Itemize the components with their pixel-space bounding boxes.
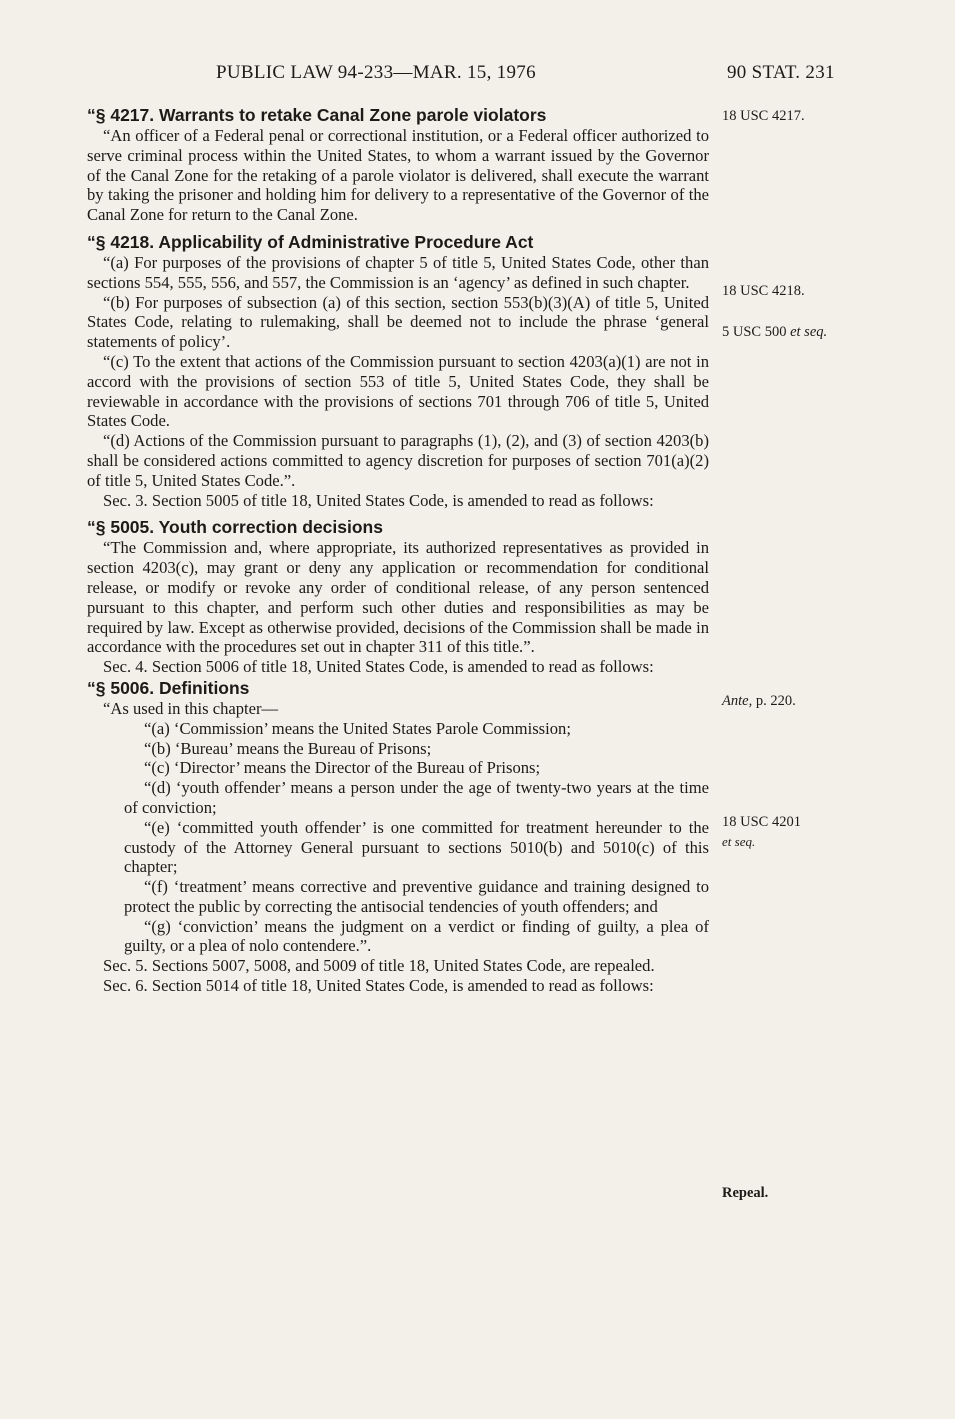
section-4218-subsection-d: “(d) Actions of the Commission pursuant to paragraphs (1), (2), and (3) of section 4203(b) shall be considered actions committed to agency discretion for purposes of section 701(a)(2) of title 5, United States Code.”. [87,431,709,490]
sec-4-paragraph: Sec. 4. Section 5006 of title 18, United States Code, is amended to read as follows: [103,657,654,677]
definition-b: “(b) ‘Bureau’ means the Bureau of Prisons; [144,738,432,758]
margin-note-18-usc-4217: 18 USC 4217. [722,108,805,124]
margin-note-ante-word: Ante, [722,693,753,709]
section-5006-heading: “§ 5006. Definitions [87,677,250,698]
section-4218-subsection-a: “(a) For purposes of the provisions of chapter 5 of title 5, United States Code, other than sections 554, 555, 556, and 557, the Commission is an ‘agency’ as defined in such chapter. [87,252,709,292]
margin-note-18-usc-4201 [722,812,801,852]
margin-note-ante [722,693,796,710]
margin-note-repeal: Repeal. [722,1185,769,1201]
body-text [87,104,709,996]
sec-3-paragraph: Sec. 3. Section 5005 of title 18, United States Code, is amended to read as follows: [103,490,654,510]
definition-f: “(f) ‘treatment’ means corrective and preventive guidance and training designed to protect the public by correcting the antisocial tendencies of youth offenders; and [124,877,709,916]
margin-note-et-seq: et seq. [790,324,828,340]
page-header [0,62,955,88]
definitions-list [124,719,709,957]
section-5006-intro: “As used in this chapter— [103,698,279,718]
section-5005-heading: “§ 5005. Youth correction decisions [87,517,383,538]
section-4218-heading: “§ 4218. Applicability of Administrative Procedure Act [87,231,534,252]
section-4218-subsection-b: “(b) For purposes of subsection (a) of this section, section 553(b)(3)(A) of title 5, United States Code, relating to rulemaking, shall be deemed not to include the phrase ‘general statements of policy’. [87,292,709,352]
statute-page-number: 90 STAT. 231 [727,62,835,83]
definition-e: “(e) ‘committed youth offender’ is one committed for treatment hereunder to the custody of the Attorney General pursuant to sections 5010(b) and 5010(c) of this chapter; [124,817,709,877]
margin-note-18-usc-4218: 18 USC 4218. [722,283,805,299]
definition-c: “(c) ‘Director’ means the Director of the Bureau of Prisons; [144,758,541,778]
section-4217-heading: “§ 4217. Warrants to retake Canal Zone parole violators [87,105,547,125]
definition-a: “(a) ‘Commission’ means the United States Parole Commission; [144,718,571,738]
sec-6-paragraph: Sec. 6. Section 5014 of title 18, United States Code, is amended to read as follows: [103,976,654,996]
running-title: PUBLIC LAW 94-233—MAR. 15, 1976 [216,62,536,83]
section-5005-text: “The Commission and, where appropriate, its authorized representatives as provided in section 4203(c), may grant or deny any application or recommendation for conditional release, or modify or revoke any order of conditional release, of any person sentenced pursuant to this chapter, and perform such other duties and responsibilities as may be required by law. Except as otherwise provided, decisions of the Commission shall be made in accordance with the procedures set out in chapter 311 of this title.”. [87,538,709,657]
definition-d: “(d) ‘youth offender’ means a person under the age of twenty-two years at the time of conviction; [124,778,709,817]
margin-note-cite: 5 USC 500 [722,324,787,340]
section-4218-subsection-c: “(c) To the extent that actions of the Commission pursuant to section 4203(a)(1) are not in accord with the provisions of section 553 of title 5, United States Code, they shall be reviewable in accordance with the provisions of sections 701 through 706 of title 5, United States Code. [87,351,709,431]
margin-note-cite-4201: 18 USC 4201 [722,814,801,830]
margin-note-page: p. 220. [755,693,796,709]
margin-note-et-seq-4201: et seq. [722,834,756,849]
sec-5-paragraph: Sec. 5. Sections 5007, 5008, and 5009 of title 18, United States Code, are repealed. [103,956,655,976]
margin-note-5-usc-500 [722,324,827,341]
definition-g: “(g) ‘conviction’ means the judgment on a verdict or finding of guilty, a plea of guilty, or a plea of nolo contendere.”. [124,916,709,956]
section-4217-text: “An officer of a Federal penal or correctional institution, or a Federal officer authorized to serve criminal process within the United States, to whom a warrant issued by the Governor of the Canal Zone for the retaking of a parole violator is delivered, shall execute the warrant by taking the prisoner and holding him for delivery to a representative of the Governor of the Canal Zone for return to the Canal Zone. [87,126,709,225]
